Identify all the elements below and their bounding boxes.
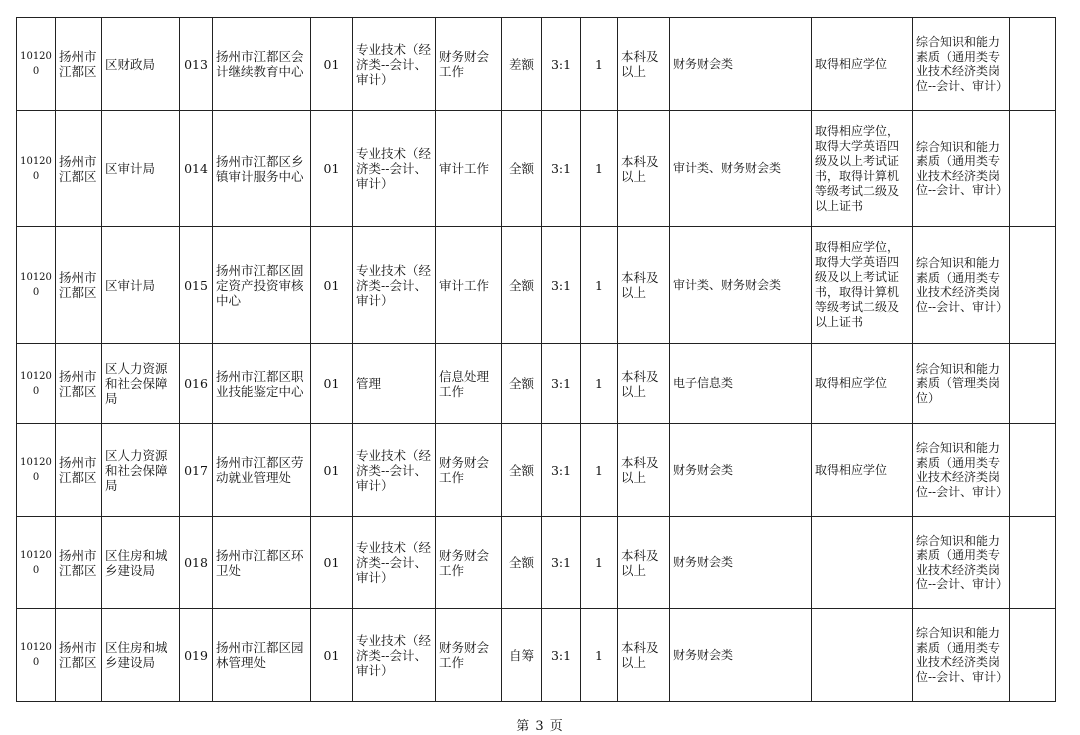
major-cell: 电子信息类 — [670, 344, 812, 424]
department-cell: 区人力资源和社会保障局 — [102, 424, 180, 517]
post-duty-cell: 审计工作 — [436, 227, 502, 344]
note-cell — [1010, 227, 1056, 344]
ratio-cell: 3:1 — [542, 609, 581, 702]
major-cell: 财务财会类 — [670, 517, 812, 609]
post-duty-cell: 信息处理工作 — [436, 344, 502, 424]
unit-code-cell: 016 — [180, 344, 213, 424]
education-cell: 本科及以上 — [618, 111, 670, 227]
funding-cell: 全额 — [502, 424, 542, 517]
major-cell: 财务财会类 — [670, 609, 812, 702]
code-cell: 101200 — [17, 111, 56, 227]
unit-name-cell: 扬州市江都区环卫处 — [213, 517, 311, 609]
unit-name-cell: 扬州市江都区会计继续教育中心 — [213, 18, 311, 111]
education-cell: 本科及以上 — [618, 424, 670, 517]
exam-subject-cell: 综合知识和能力素质（通用类专业技术经济类岗位--会计、审计） — [913, 517, 1010, 609]
other-requirements-cell: 取得相应学位 — [812, 424, 913, 517]
count-cell: 1 — [581, 111, 618, 227]
other-requirements-cell — [812, 517, 913, 609]
table-row — [17, 424, 1056, 517]
post-type-cell: 管理 — [353, 344, 436, 424]
unit-name-cell: 扬州市江都区乡镇审计服务中心 — [213, 111, 311, 227]
table-row — [17, 344, 1056, 424]
count-cell: 1 — [581, 18, 618, 111]
department-cell: 区财政局 — [102, 18, 180, 111]
table-row — [17, 609, 1056, 702]
funding-cell: 全额 — [502, 227, 542, 344]
code-cell: 101200 — [17, 424, 56, 517]
table-row — [17, 111, 1056, 227]
exam-subject-cell: 综合知识和能力素质（通用类专业技术经济类岗位--会计、审计） — [913, 424, 1010, 517]
count-cell: 1 — [581, 424, 618, 517]
exam-subject-cell: 综合知识和能力素质（通用类专业技术经济类岗位--会计、审计） — [913, 609, 1010, 702]
other-requirements-cell: 取得相应学位 — [812, 18, 913, 111]
table-row — [17, 517, 1056, 609]
post-type-cell: 专业技术（经济类--会计、审计） — [353, 18, 436, 111]
exam-subject-cell: 综合知识和能力素质（通用类专业技术经济类岗位--会计、审计） — [913, 111, 1010, 227]
count-cell: 1 — [581, 227, 618, 344]
post-code-cell: 01 — [311, 111, 353, 227]
unit-code-cell: 014 — [180, 111, 213, 227]
note-cell — [1010, 344, 1056, 424]
code-cell: 101200 — [17, 18, 56, 111]
region-cell: 扬州市江都区 — [56, 18, 102, 111]
funding-cell: 自筹 — [502, 609, 542, 702]
table-row — [17, 227, 1056, 344]
department-cell: 区审计局 — [102, 227, 180, 344]
ratio-cell: 3:1 — [542, 111, 581, 227]
page-number: 第 3 页 — [516, 719, 564, 734]
unit-code-cell: 019 — [180, 609, 213, 702]
unit-code-cell: 017 — [180, 424, 213, 517]
other-requirements-cell — [812, 609, 913, 702]
post-type-cell: 专业技术（经济类--会计、审计） — [353, 111, 436, 227]
code-cell: 101200 — [17, 517, 56, 609]
code-cell: 101200 — [17, 227, 56, 344]
region-cell: 扬州市江都区 — [56, 609, 102, 702]
post-code-cell: 01 — [311, 517, 353, 609]
unit-code-cell: 015 — [180, 227, 213, 344]
exam-subject-cell: 综合知识和能力素质（通用类专业技术经济类岗位--会计、审计） — [913, 227, 1010, 344]
funding-cell: 全额 — [502, 517, 542, 609]
post-code-cell: 01 — [311, 227, 353, 344]
post-duty-cell: 财务财会工作 — [436, 609, 502, 702]
department-cell: 区住房和城乡建设局 — [102, 517, 180, 609]
ratio-cell: 3:1 — [542, 227, 581, 344]
education-cell: 本科及以上 — [618, 227, 670, 344]
major-cell: 财务财会类 — [670, 424, 812, 517]
post-duty-cell: 财务财会工作 — [436, 424, 502, 517]
unit-name-cell: 扬州市江都区固定资产投资审核中心 — [213, 227, 311, 344]
department-cell: 区人力资源和社会保障局 — [102, 344, 180, 424]
note-cell — [1010, 111, 1056, 227]
table-row — [17, 18, 1056, 111]
post-code-cell: 01 — [311, 609, 353, 702]
post-type-cell: 专业技术（经济类--会计、审计） — [353, 424, 436, 517]
other-requirements-cell: 取得相应学位，取得大学英语四级及以上考试证书，取得计算机等级考试二级及以上证书 — [812, 111, 913, 227]
education-cell: 本科及以上 — [618, 609, 670, 702]
department-cell: 区住房和城乡建设局 — [102, 609, 180, 702]
major-cell: 审计类、财务财会类 — [670, 111, 812, 227]
recruitment-table — [16, 17, 1056, 702]
funding-cell: 全额 — [502, 344, 542, 424]
other-requirements-cell: 取得相应学位 — [812, 344, 913, 424]
post-code-cell: 01 — [311, 344, 353, 424]
education-cell: 本科及以上 — [618, 18, 670, 111]
unit-name-cell: 扬州市江都区劳动就业管理处 — [213, 424, 311, 517]
region-cell: 扬州市江都区 — [56, 111, 102, 227]
ratio-cell: 3:1 — [542, 424, 581, 517]
funding-cell: 全额 — [502, 111, 542, 227]
unit-name-cell: 扬州市江都区职业技能鉴定中心 — [213, 344, 311, 424]
count-cell: 1 — [581, 344, 618, 424]
unit-name-cell: 扬州市江都区园林管理处 — [213, 609, 311, 702]
department-cell: 区审计局 — [102, 111, 180, 227]
post-type-cell: 专业技术（经济类--会计、审计） — [353, 227, 436, 344]
count-cell: 1 — [581, 517, 618, 609]
ratio-cell: 3:1 — [542, 344, 581, 424]
ratio-cell: 3:1 — [542, 18, 581, 111]
note-cell — [1010, 517, 1056, 609]
code-cell: 101200 — [17, 344, 56, 424]
count-cell: 1 — [581, 609, 618, 702]
post-code-cell: 01 — [311, 424, 353, 517]
region-cell: 扬州市江都区 — [56, 344, 102, 424]
region-cell: 扬州市江都区 — [56, 227, 102, 344]
note-cell — [1010, 18, 1056, 111]
post-type-cell: 专业技术（经济类--会计、审计） — [353, 517, 436, 609]
unit-code-cell: 013 — [180, 18, 213, 111]
other-requirements-cell: 取得相应学位，取得大学英语四级及以上考试证书，取得计算机等级考试二级及以上证书 — [812, 227, 913, 344]
region-cell: 扬州市江都区 — [56, 424, 102, 517]
exam-subject-cell: 综合知识和能力素质（通用类专业技术经济类岗位--会计、审计） — [913, 18, 1010, 111]
post-code-cell: 01 — [311, 18, 353, 111]
funding-cell: 差额 — [502, 18, 542, 111]
post-type-cell: 专业技术（经济类--会计、审计） — [353, 609, 436, 702]
post-duty-cell: 审计工作 — [436, 111, 502, 227]
post-duty-cell: 财务财会工作 — [436, 18, 502, 111]
code-cell: 101200 — [17, 609, 56, 702]
ratio-cell: 3:1 — [542, 517, 581, 609]
major-cell: 财务财会类 — [670, 18, 812, 111]
education-cell: 本科及以上 — [618, 517, 670, 609]
education-cell: 本科及以上 — [618, 344, 670, 424]
region-cell: 扬州市江都区 — [56, 517, 102, 609]
note-cell — [1010, 424, 1056, 517]
post-duty-cell: 财务财会工作 — [436, 517, 502, 609]
major-cell: 审计类、财务财会类 — [670, 227, 812, 344]
note-cell — [1010, 609, 1056, 702]
exam-subject-cell: 综合知识和能力素质（管理类岗位） — [913, 344, 1010, 424]
unit-code-cell: 018 — [180, 517, 213, 609]
